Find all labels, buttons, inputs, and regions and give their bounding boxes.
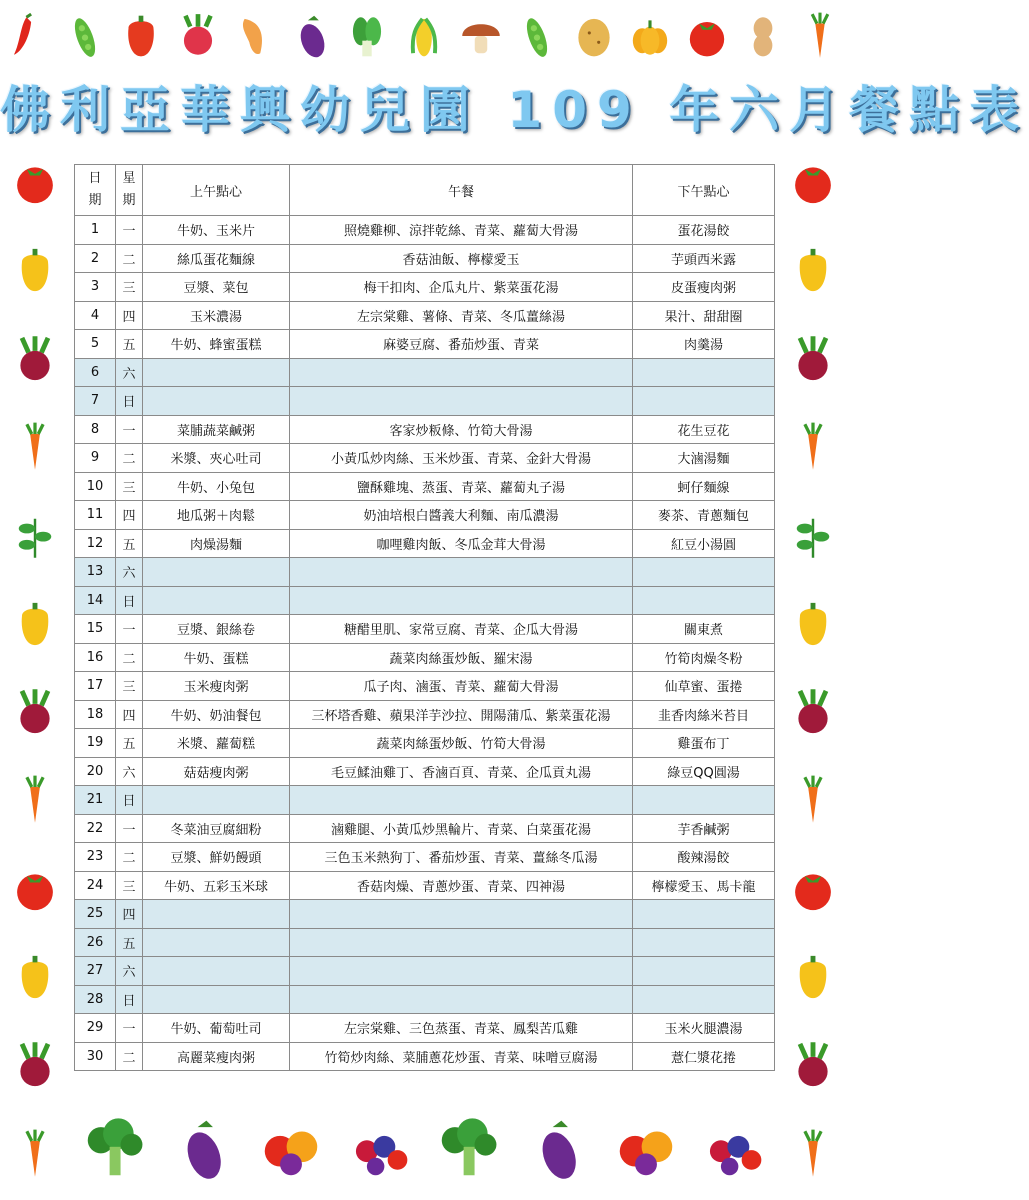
weekday-cell: 六	[116, 358, 143, 387]
weekday-cell: 三	[116, 871, 143, 900]
lunch-cell: 三色玉米熱狗丁、番茄炒蛋、青菜、薑絲冬瓜湯	[290, 843, 633, 872]
yellow-pepper-icon	[9, 598, 61, 654]
herb-icon	[9, 509, 61, 565]
weekday-cell: 四	[116, 700, 143, 729]
morning-snack-cell: 肉燥湯麵	[143, 529, 290, 558]
date-cell: 25	[75, 900, 116, 929]
morning-snack-cell: 豆漿、鮮奶饅頭	[143, 843, 290, 872]
date-cell: 27	[75, 957, 116, 986]
morning-snack-cell	[143, 358, 290, 387]
afternoon-snack-cell	[633, 387, 775, 416]
weekday-cell: 一	[116, 814, 143, 843]
date-cell: 2	[75, 244, 116, 273]
afternoon-snack-column-header: 下午點心	[633, 165, 775, 216]
date-cell: 12	[75, 529, 116, 558]
weekday-cell: 四	[116, 900, 143, 929]
broccoli-icon	[433, 1114, 503, 1188]
morning-snack-cell: 豆漿、銀絲卷	[143, 615, 290, 644]
weekday-cell: 一	[116, 216, 143, 245]
afternoon-snack-cell: 麥茶、青蔥麵包	[633, 501, 775, 530]
date-column-header: 日 期	[75, 165, 116, 216]
morning-snack-cell: 絲瓜蛋花麵線	[143, 244, 290, 273]
morning-snack-cell: 豆漿、菜包	[143, 273, 290, 302]
morning-snack-cell: 牛奶、奶油餐包	[143, 700, 290, 729]
afternoon-snack-cell: 雞蛋布丁	[633, 729, 775, 758]
afternoon-snack-cell: 果汁、甜甜圈	[633, 301, 775, 330]
berries-icon	[699, 1114, 769, 1188]
table-row	[75, 558, 775, 587]
eggplant-icon	[286, 11, 336, 65]
lunch-cell: 竹筍炒肉絲、菜脯蔥花炒蛋、青菜、味噌豆腐湯	[290, 1042, 633, 1071]
table-row	[75, 900, 775, 929]
afternoon-snack-cell: 花生豆花	[633, 415, 775, 444]
herb-icon	[787, 509, 839, 565]
date-cell: 11	[75, 501, 116, 530]
yellow-pepper-icon	[9, 951, 61, 1007]
afternoon-snack-cell: 玉米火腿濃湯	[633, 1014, 775, 1043]
table-row	[75, 501, 775, 530]
afternoon-snack-cell: 芋香鹹粥	[633, 814, 775, 843]
date-cell: 9	[75, 444, 116, 473]
afternoon-snack-cell: 皮蛋瘦肉粥	[633, 273, 775, 302]
table-row	[75, 643, 775, 672]
afternoon-snack-cell	[633, 558, 775, 587]
lunch-cell: 毛豆鰇油雞丁、香滷百頁、青菜、企瓜貢丸湯	[290, 757, 633, 786]
weekday-cell: 六	[116, 957, 143, 986]
afternoon-snack-cell: 蚵仔麵線	[633, 472, 775, 501]
date-cell: 13	[75, 558, 116, 587]
table-row	[75, 729, 775, 758]
afternoon-snack-cell: 竹筍肉燥冬粉	[633, 643, 775, 672]
morning-snack-cell: 牛奶、玉米片	[143, 216, 290, 245]
morning-snack-cell	[143, 900, 290, 929]
potato-icon	[569, 11, 619, 65]
chili-pepper-icon	[3, 11, 53, 65]
weekday-cell: 四	[116, 501, 143, 530]
carrot-icon	[787, 421, 839, 477]
tomato-icon	[787, 156, 839, 212]
weekday-cell: 三	[116, 672, 143, 701]
lunch-cell: 奶油培根白醬義大利麵、南瓜濃湯	[290, 501, 633, 530]
lunch-cell: 照燒雞柳、涼拌乾絲、青菜、蘿蔔大骨湯	[290, 216, 633, 245]
table-row	[75, 615, 775, 644]
lunch-cell: 香菇油飯、檸檬愛玉	[290, 244, 633, 273]
date-cell: 21	[75, 786, 116, 815]
morning-snack-cell	[143, 586, 290, 615]
weekday-cell: 五	[116, 928, 143, 957]
morning-snack-cell	[143, 957, 290, 986]
left-vegetable-border	[0, 140, 70, 1200]
afternoon-snack-cell: 芋頭西米露	[633, 244, 775, 273]
date-cell: 15	[75, 615, 116, 644]
date-cell: 10	[75, 472, 116, 501]
weekday-cell: 五	[116, 529, 143, 558]
lunch-cell	[290, 358, 633, 387]
ginger-icon	[229, 11, 279, 65]
lunch-cell: 香菇肉燥、青蔥炒蛋、青菜、四神湯	[290, 871, 633, 900]
afternoon-snack-cell: 檸檬愛玉、馬卡龍	[633, 871, 775, 900]
weekday-cell: 二	[116, 244, 143, 273]
weekday-cell: 六	[116, 558, 143, 587]
lunch-cell	[290, 957, 633, 986]
morning-snack-cell: 牛奶、五彩玉米球	[143, 871, 290, 900]
lunch-cell: 蔬菜肉絲蛋炒飯、竹筍大骨湯	[290, 729, 633, 758]
morning-snack-cell: 高麗菜瘦肉粥	[143, 1042, 290, 1071]
date-cell: 8	[75, 415, 116, 444]
table-row	[75, 786, 775, 815]
lunch-cell: 三杯塔香雞、蘋果洋芋沙拉、開陽蒲瓜、紫菜蛋花湯	[290, 700, 633, 729]
table-row	[75, 244, 775, 273]
broccoli-icon	[79, 1114, 149, 1188]
morning-snack-cell	[143, 558, 290, 587]
morning-snack-cell: 牛奶、蜂蜜蛋糕	[143, 330, 290, 359]
tomato-icon	[9, 156, 61, 212]
lunch-cell	[290, 387, 633, 416]
afternoon-snack-cell: 關東煮	[633, 615, 775, 644]
carrot-icon	[795, 11, 845, 65]
table-row	[75, 216, 775, 245]
date-cell: 30	[75, 1042, 116, 1071]
table-row	[75, 1014, 775, 1043]
afternoon-snack-cell	[633, 957, 775, 986]
morning-snack-cell: 米漿、夾心吐司	[143, 444, 290, 473]
weekday-cell: 二	[116, 643, 143, 672]
afternoon-snack-cell	[633, 985, 775, 1014]
morning-snack-cell: 地瓜粥＋肉鬆	[143, 501, 290, 530]
afternoon-snack-cell: 仙草蜜、蛋捲	[633, 672, 775, 701]
date-cell: 24	[75, 871, 116, 900]
radish-icon	[173, 11, 223, 65]
weekday-cell: 一	[116, 415, 143, 444]
table-row	[75, 330, 775, 359]
lunch-cell: 梅干扣肉、企瓜丸片、紫菜蛋花湯	[290, 273, 633, 302]
table-row	[75, 387, 775, 416]
table-row	[75, 843, 775, 872]
table-row	[75, 1042, 775, 1071]
lunch-cell	[290, 900, 633, 929]
table-row	[75, 928, 775, 957]
beet-icon	[9, 1039, 61, 1095]
tomato-icon	[787, 863, 839, 919]
afternoon-snack-cell: 薏仁漿花捲	[633, 1042, 775, 1071]
weekday-cell: 六	[116, 757, 143, 786]
weekday-cell: 五	[116, 729, 143, 758]
date-cell: 29	[75, 1014, 116, 1043]
afternoon-snack-cell: 酸辣湯餃	[633, 843, 775, 872]
date-cell: 3	[75, 273, 116, 302]
yellow-pepper-icon	[9, 244, 61, 300]
date-cell: 1	[75, 216, 116, 245]
beet-icon	[787, 333, 839, 389]
afternoon-snack-cell: 蛋花湯餃	[633, 216, 775, 245]
afternoon-snack-cell: 紅豆小湯圓	[633, 529, 775, 558]
date-cell: 14	[75, 586, 116, 615]
peanut-icon	[738, 11, 788, 65]
table-row	[75, 757, 775, 786]
date-cell: 7	[75, 387, 116, 416]
weekday-cell: 日	[116, 985, 143, 1014]
date-cell: 18	[75, 700, 116, 729]
table-row	[75, 957, 775, 986]
top-vegetable-border	[0, 2, 848, 74]
date-cell: 16	[75, 643, 116, 672]
date-cell: 20	[75, 757, 116, 786]
lunch-cell: 鹽酥雞塊、蒸蛋、青菜、蘿蔔丸子湯	[290, 472, 633, 501]
morning-snack-cell: 玉米濃湯	[143, 301, 290, 330]
weekday-cell: 二	[116, 1042, 143, 1071]
table-row	[75, 415, 775, 444]
morning-snack-cell	[143, 786, 290, 815]
afternoon-snack-cell	[633, 586, 775, 615]
yellow-pepper-icon	[787, 951, 839, 1007]
weekday-column-header: 星 期	[116, 165, 143, 216]
pea-pod-icon	[60, 11, 110, 65]
weekday-cell: 一	[116, 615, 143, 644]
lunch-cell: 麻婆豆腐、番茄炒蛋、青菜	[290, 330, 633, 359]
date-cell: 5	[75, 330, 116, 359]
yellow-pepper-icon	[787, 244, 839, 300]
date-cell: 22	[75, 814, 116, 843]
beet-icon	[9, 333, 61, 389]
red-pepper-icon	[116, 11, 166, 65]
date-cell: 28	[75, 985, 116, 1014]
afternoon-snack-cell: 大滷湯麵	[633, 444, 775, 473]
lunch-cell: 左宗棠雞、薯條、青菜、冬瓜薑絲湯	[290, 301, 633, 330]
date-cell: 19	[75, 729, 116, 758]
morning-snack-cell: 菇菇瘦肉粥	[143, 757, 290, 786]
date-cell: 26	[75, 928, 116, 957]
afternoon-snack-cell	[633, 786, 775, 815]
table-row	[75, 672, 775, 701]
table-row	[75, 444, 775, 473]
bok-choy-icon	[342, 11, 392, 65]
fruit-basket-icon	[256, 1114, 326, 1188]
weekday-cell: 五	[116, 330, 143, 359]
afternoon-snack-cell	[633, 900, 775, 929]
lunch-cell	[290, 786, 633, 815]
lunch-cell	[290, 985, 633, 1014]
page-title: 佛利亞華興幼兒園 109 年六月餐點表	[0, 81, 1029, 139]
table-row	[75, 871, 775, 900]
table-row	[75, 814, 775, 843]
lunch-cell	[290, 928, 633, 957]
date-cell: 6	[75, 358, 116, 387]
corn-icon	[399, 11, 449, 65]
yellow-pepper-icon	[787, 598, 839, 654]
carrot-icon	[9, 421, 61, 477]
table-row	[75, 529, 775, 558]
afternoon-snack-cell	[633, 358, 775, 387]
fruit-basket-icon	[611, 1114, 681, 1188]
morning-snack-cell: 牛奶、蛋糕	[143, 643, 290, 672]
beet-icon	[787, 1039, 839, 1095]
mushroom-icon	[456, 11, 506, 65]
tomato-icon	[682, 11, 732, 65]
carrot-icon	[787, 774, 839, 830]
table-row	[75, 700, 775, 729]
morning-snack-column-header: 上午點心	[143, 165, 290, 216]
lunch-cell: 小黃瓜炒肉絲、玉米炒蛋、青菜、金針大骨湯	[290, 444, 633, 473]
pea-pod-icon	[512, 11, 562, 65]
weekday-cell: 日	[116, 586, 143, 615]
weekday-cell: 日	[116, 387, 143, 416]
morning-snack-cell: 冬菜油豆腐細粉	[143, 814, 290, 843]
beet-icon	[9, 686, 61, 742]
weekday-cell: 日	[116, 786, 143, 815]
date-cell: 17	[75, 672, 116, 701]
morning-snack-cell: 米漿、蘿蔔糕	[143, 729, 290, 758]
table-row	[75, 586, 775, 615]
morning-snack-cell: 牛奶、小兔包	[143, 472, 290, 501]
lunch-cell: 咖哩雞肉飯、冬瓜金茸大骨湯	[290, 529, 633, 558]
lunch-cell: 左宗棠雞、三色蒸蛋、青菜、鳳梨苦瓜雞	[290, 1014, 633, 1043]
lunch-cell	[290, 558, 633, 587]
beet-icon	[787, 686, 839, 742]
table-row	[75, 301, 775, 330]
bottom-vegetable-border	[0, 1110, 848, 1192]
afternoon-snack-cell: 肉羹湯	[633, 330, 775, 359]
table-row	[75, 985, 775, 1014]
table-row	[75, 472, 775, 501]
date-cell: 4	[75, 301, 116, 330]
lunch-cell: 糖醋里肌、家常豆腐、青菜、企瓜大骨湯	[290, 615, 633, 644]
lunch-cell: 瓜子肉、滷蛋、青菜、蘿蔔大骨湯	[290, 672, 633, 701]
morning-snack-cell	[143, 387, 290, 416]
weekday-cell: 三	[116, 472, 143, 501]
afternoon-snack-cell	[633, 928, 775, 957]
table-row	[75, 273, 775, 302]
weekday-cell: 一	[116, 1014, 143, 1043]
morning-snack-cell: 牛奶、葡萄吐司	[143, 1014, 290, 1043]
meal-menu-table	[74, 164, 775, 1071]
afternoon-snack-cell: 韭香肉絲米苔目	[633, 700, 775, 729]
lunch-column-header: 午餐	[290, 165, 633, 216]
table-row	[75, 358, 775, 387]
morning-snack-cell: 玉米瘦肉粥	[143, 672, 290, 701]
table-header-row	[75, 165, 775, 216]
lunch-cell: 滷雞腿、小黃瓜炒黑輪片、青菜、白菜蛋花湯	[290, 814, 633, 843]
weekday-cell: 二	[116, 843, 143, 872]
morning-snack-cell	[143, 985, 290, 1014]
date-cell: 23	[75, 843, 116, 872]
lunch-cell: 蔬菜肉絲蛋炒飯、羅宋湯	[290, 643, 633, 672]
berries-icon	[345, 1114, 415, 1188]
lunch-cell: 客家炒粄條、竹筍大骨湯	[290, 415, 633, 444]
weekday-cell: 三	[116, 273, 143, 302]
morning-snack-cell: 菜脯蔬菜鹹粥	[143, 415, 290, 444]
pumpkin-icon	[625, 11, 675, 65]
tomato-icon	[9, 863, 61, 919]
afternoon-snack-cell: 綠豆QQ圓湯	[633, 757, 775, 786]
morning-snack-cell	[143, 928, 290, 957]
right-vegetable-border	[778, 140, 848, 1200]
weekday-cell: 二	[116, 444, 143, 473]
eggplant-icon	[167, 1114, 237, 1188]
carrot-icon	[9, 774, 61, 830]
lunch-cell	[290, 586, 633, 615]
weekday-cell: 四	[116, 301, 143, 330]
eggplant-icon	[522, 1114, 592, 1188]
